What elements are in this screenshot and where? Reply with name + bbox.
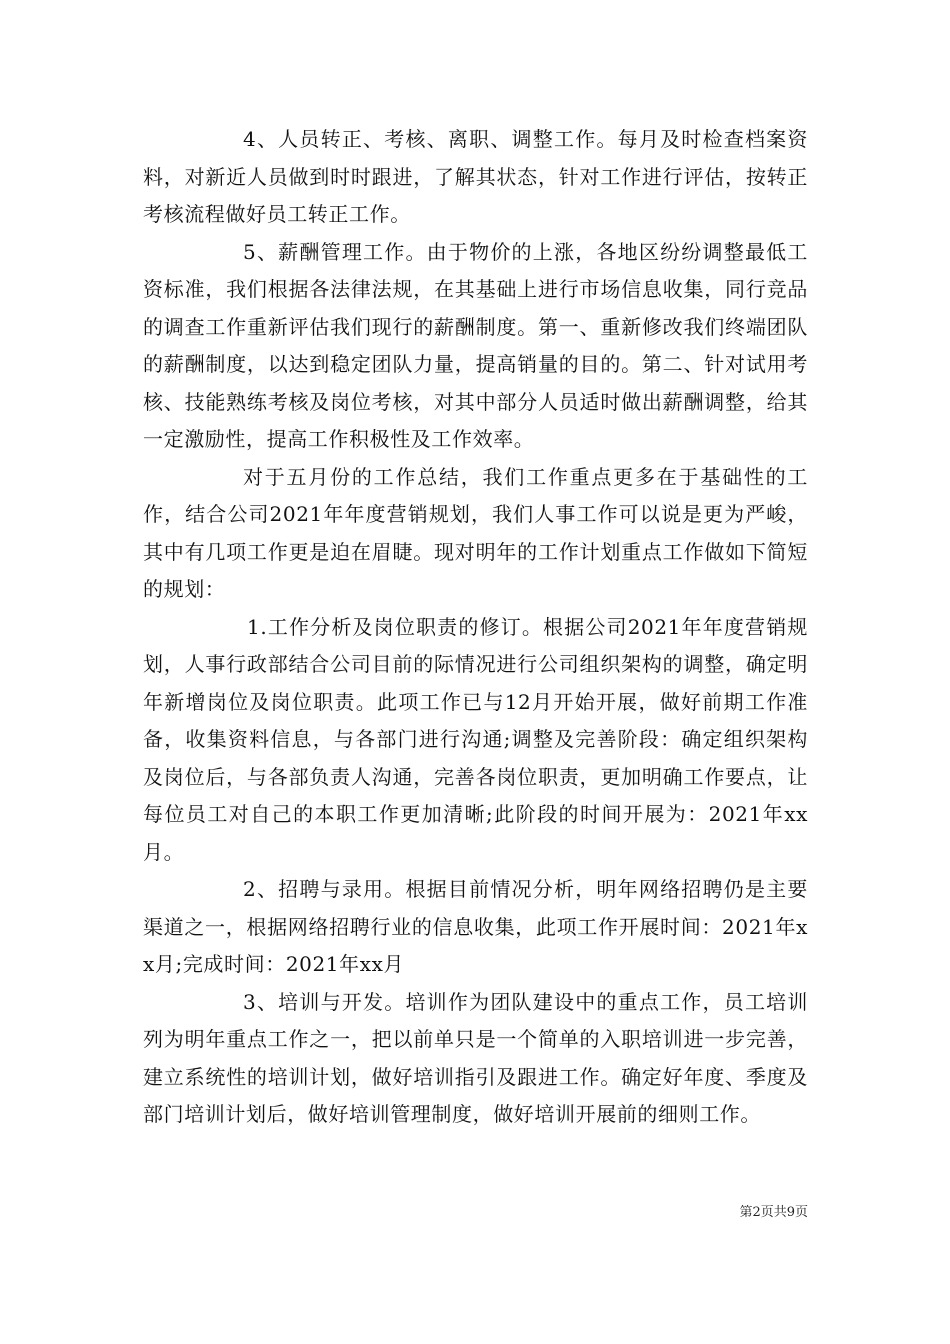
paragraph-personnel-review: 4、人员转正、考核、离职、调整工作。每月及时检查档案资料，对新近人员做到时时跟进，了解其状态，针对工作进行评估，按转正考核流程做好员工转正工作。 xyxy=(143,127,808,226)
page-number-footer: 第2页共9页 xyxy=(739,1205,808,1220)
document-body xyxy=(143,121,808,1134)
paragraph-recruitment: 2、招聘与录用。根据目前情况分析，明年网络招聘仍是主要渠道之一，根据网络招聘行业的信息收集，此项工作开展时间：2021年xx月;完成时间：2021年xx月 xyxy=(143,877,808,976)
paragraph-training: 3、培训与开发。培训作为团队建设中的重点工作，员工培训列为明年重点工作之一，把以前单只是一个简单的入职培训进一步完善，建立系统性的培训计划，做好培训指引及跟进工作。确定好年度、季度及部门培训计划后，做好培训管理制度，做好培训开展前的细则工作。 xyxy=(143,989,808,1126)
paragraph-job-analysis: 1.工作分析及岗位职责的修订。根据公司2021年年度营销规划，人事行政部结合公司目前的际情况进行公司组织架构的调整，确定明年新增岗位及岗位职责。此项工作已与12月开始开展，做好前期工作准备，收集资料信息，与各部门进行沟通;调整及完善阶段：确定组织架构及岗位后，与各部负责人沟通，完善各岗位职责，更加明确工作要点，让每位员工对自己的本职工作更加清晰;此阶段的时间开展为：2021年xx月。 xyxy=(143,614,808,864)
paragraph-salary-management: 5、薪酬管理工作。由于物价的上涨，各地区纷纷调整最低工资标准，我们根据各法律法规，在其基础上进行市场信息收集，同行竞品的调查工作重新评估我们现行的薪酬制度。第一、重新修改我们终端团队的薪酬制度，以达到稳定团队力量，提高销量的目的。第二、针对试用考核、技能熟练考核及岗位考核，对其中部分人员适时做出薪酬调整，给其一定激励性，提高工作积极性及工作效率。 xyxy=(143,239,808,451)
paragraph-may-summary: 对于五月份的工作总结，我们工作重点更多在于基础性的工作，结合公司2021年年度营销规划，我们人事工作可以说是更为严峻，其中有几项工作更是迫在眉睫。现对明年的工作计划重点工作做如下简短的规划： xyxy=(143,464,808,601)
